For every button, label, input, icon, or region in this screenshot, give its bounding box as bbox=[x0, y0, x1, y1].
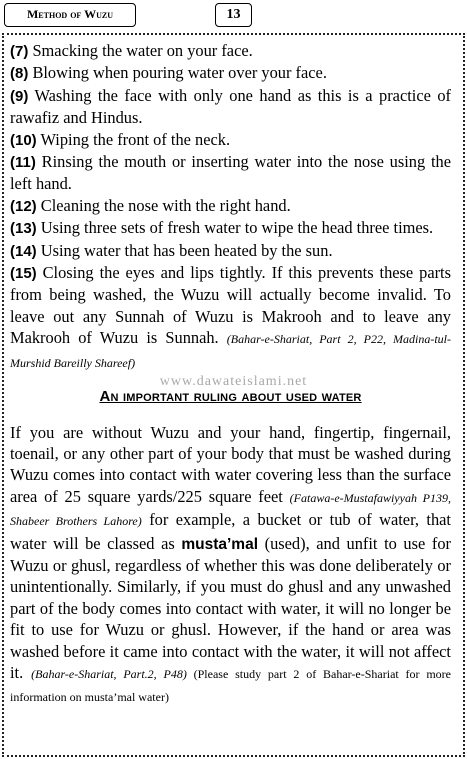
paragraph-text: (used), and unfit to use for Wuzu or ghusl, regardless of whether this was done deliberately or unintentionally. Similarly, if you must do ghusl and any unwashed part of the body comes into contact with water, it will no longer be fit to use for Wuzu or ghusl. However, if the hand or area was washed before it came into contact with the water, it will not affect it. bbox=[10, 533, 451, 682]
item-number: (7) bbox=[10, 43, 29, 60]
page-number-box bbox=[215, 3, 252, 27]
item-number: (8) bbox=[10, 65, 29, 83]
list-item bbox=[10, 129, 451, 151]
item-text: Wiping the front of the neck. bbox=[36, 129, 231, 149]
list-item bbox=[10, 40, 451, 62]
item-number: (14) bbox=[10, 242, 37, 260]
chapter-title: Method of Wuzu bbox=[26, 7, 113, 21]
paragraph-text: If you are without Wuzu and your hand, fingertip, fingernail, toenail, or any other part of your body that must be washed during Wuzu comes into contact with water covering less than the surface area of 25 square yards/225 square feet bbox=[10, 422, 451, 506]
item-text: Cleaning the nose with the right hand. bbox=[36, 195, 291, 215]
list-item bbox=[10, 151, 451, 195]
list-item bbox=[10, 262, 451, 374]
page-body bbox=[10, 40, 451, 709]
item-text: Closing the eyes and lips tightly. If this prevents these parts from being washed, the Wuzu will actually become invalid. To leave out any Sunnah of Wuzu is Makrooh and to leave any Makrooh of Wuzu is Sunnah. bbox=[10, 263, 451, 348]
item-text: Washing the face with only one hand as this is a practice of rawafiz and Hindus. bbox=[10, 85, 451, 128]
section-paragraph bbox=[10, 422, 451, 709]
reference: (Bahar-e-Shariat, Part.2, P48) bbox=[31, 666, 187, 681]
list-item bbox=[10, 240, 451, 262]
list-item bbox=[10, 62, 451, 84]
watermark: www.dawateislami.net bbox=[159, 374, 308, 389]
item-number: (13) bbox=[10, 220, 37, 238]
item-number: (12) bbox=[10, 197, 37, 215]
item-number: (11) bbox=[10, 154, 36, 172]
section-heading: An important ruling about used water bbox=[99, 388, 362, 406]
item-number: (15) bbox=[10, 265, 37, 283]
item-number: (9) bbox=[10, 87, 29, 105]
item-text: Using water that has been heated by the sun. bbox=[36, 240, 333, 260]
reference: (Fatawa-e-Mustafawiyyah P139, Shabeer Brothers Lahore) bbox=[10, 490, 451, 529]
item-text: Blowing when pouring water over your face. bbox=[28, 63, 327, 83]
page-number: 13 bbox=[226, 7, 241, 22]
item-text: Rinsing the mouth or inserting water into the nose using the left hand. bbox=[10, 152, 451, 194]
chapter-title-box bbox=[4, 3, 136, 27]
item-text: Using three sets of fresh water to wipe the head three times. bbox=[36, 218, 434, 238]
reference: (Bahar-e-Shariat, Part 2, P22, Madina-tul-Murshid Bareilly Shareef) bbox=[10, 332, 451, 370]
item-text: Smacking the water on your face. bbox=[28, 41, 253, 60]
item-number: (10) bbox=[10, 131, 37, 149]
term-mustamal: musta’mal bbox=[181, 535, 259, 553]
list-item bbox=[10, 195, 451, 217]
list-item bbox=[10, 85, 451, 129]
study-note: (Please study part 2 of Bahar-e-Shariat for more information on musta’mal water) bbox=[10, 666, 451, 705]
paragraph-text: for example, a bucket or tub of water, that water will be classed as bbox=[10, 510, 451, 553]
list-item bbox=[10, 217, 451, 239]
